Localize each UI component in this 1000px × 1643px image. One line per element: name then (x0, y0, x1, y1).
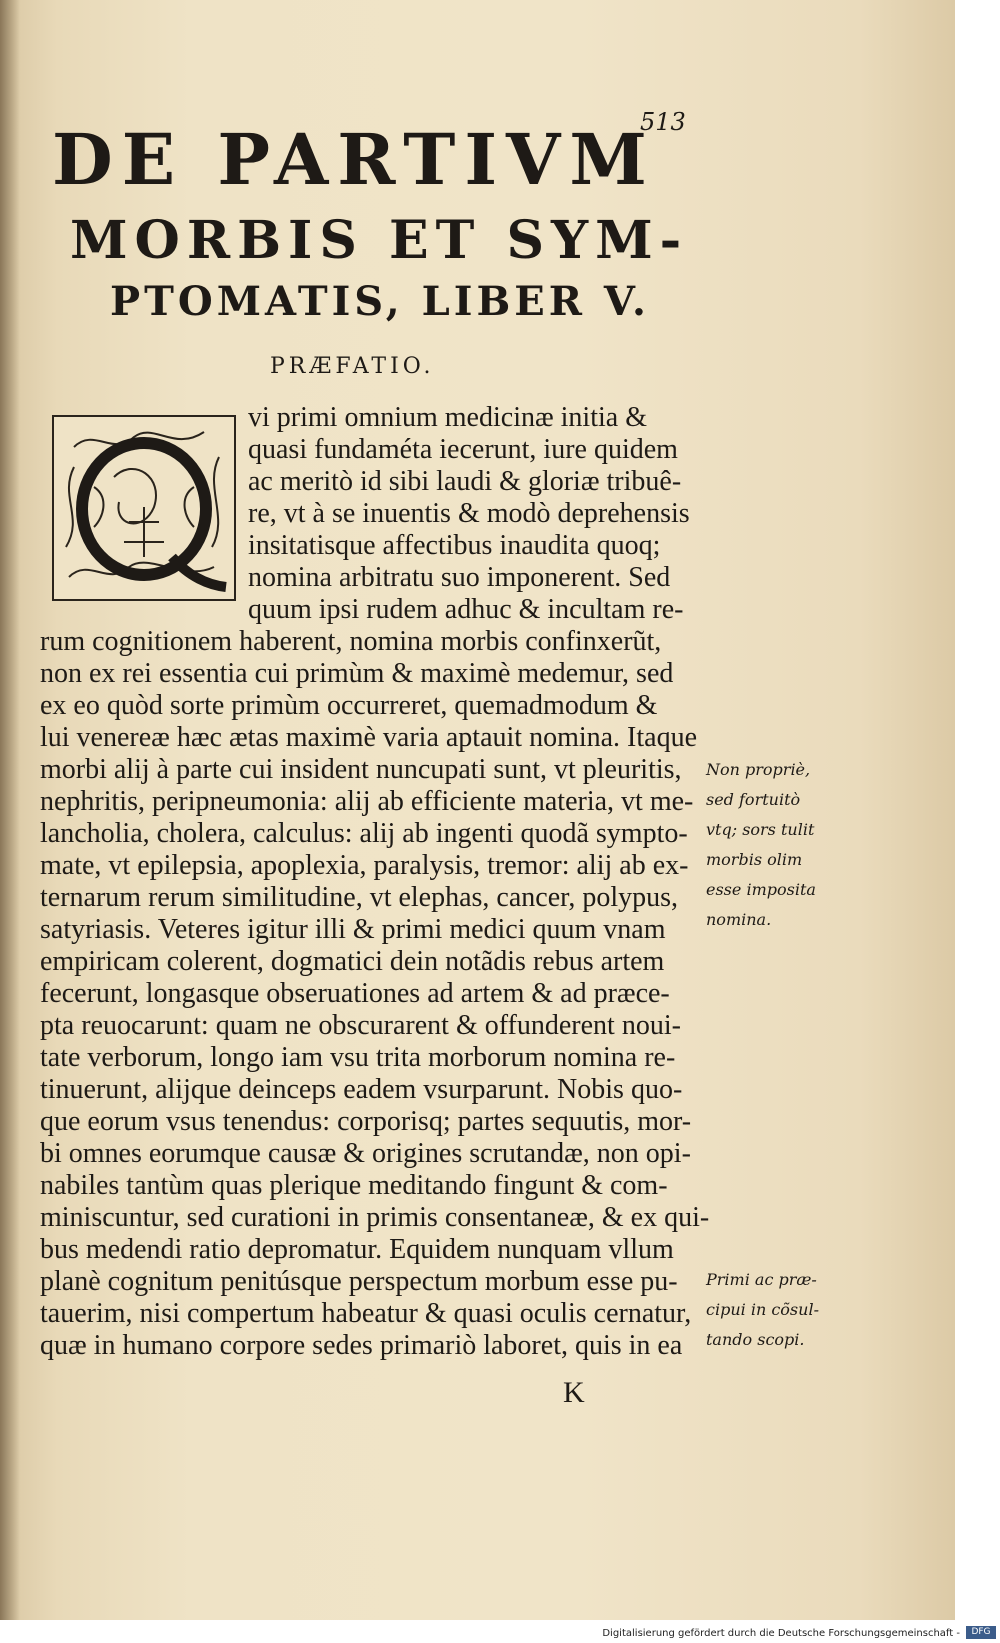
body-line-25: nabiles tantùm quas plerique meditando fingunt & com- (40, 1170, 668, 1201)
body-line-19: fecerunt, longasque obseruationes ad artem & ad præce- (40, 978, 670, 1009)
title-line-1: DE PARTIVM (52, 118, 656, 201)
body-line-11: lui venereæ hæc ætas maximè varia aptauit nomina. Itaque (40, 722, 698, 753)
body-line-10: ex eo quòd sorte primùm occurreret, quemadmodum & (40, 690, 658, 721)
decorated-initial-q-icon (52, 415, 236, 601)
marginal-note-2-line-1: Primi ac præ- (706, 1270, 817, 1289)
body-line-20: pta reuocarunt: quam ne obscurarent & offunderent noui- (40, 1010, 681, 1041)
marginal-note-1-line-5: esse imposita (706, 880, 816, 899)
body-line-18: empiricam colerent, dogmatici dein notãdis rebus artem (40, 946, 665, 977)
dfg-logo: DFG (966, 1626, 996, 1639)
marginal-note-1-line-6: nomina. (706, 910, 772, 929)
body-line-5: insitatisque affectibus inaudita quoq; (248, 530, 661, 561)
body-line-24: bi omnes eorumque causæ & origines scrutandæ, non opi- (40, 1138, 691, 1169)
body-line-6: nomina arbitratu suo imponerent. Sed (248, 562, 671, 593)
body-line-15: mate, vt epilepsia, apoplexia, paralysis, tremor: alij ab ex- (40, 850, 689, 881)
body-line-14: lancholia, cholera, calculus: alij ab ingenti quodã sympto- (40, 818, 688, 849)
body-line-29: tauerim, nisi compertum habeatur & quasi oculis cernatur, (40, 1298, 692, 1329)
page-gutter-shadow (0, 0, 20, 1620)
body-line-9: non ex rei essentia cui primùm & maximè medemur, sed (40, 658, 674, 689)
body-line-28: planè cognitum penitúsque perspectum morbum esse pu- (40, 1266, 678, 1297)
digitization-credit: Digitalisierung gefördert durch die Deutsche Forschungsgemeinschaft - (602, 1628, 960, 1639)
body-line-12: morbi alij à parte cui insident nuncupati sunt, vt pleuritis, (40, 754, 682, 785)
body-line-7: quum ipsi rudem adhuc & incultam re- (248, 594, 684, 625)
marginal-note-1-line-2: sed fortuitò (706, 790, 801, 809)
title-line-2: MORBIS ET SYM- (70, 210, 689, 271)
title-line-3: PTOMATIS, LIBER V. (110, 278, 650, 325)
body-line-30: quæ in humano corpore sedes primariò laboret, quis in ea (40, 1330, 683, 1361)
body-line-3: ac meritò id sibi laudi & gloriæ tribuê- (248, 466, 682, 497)
body-line-23: que eorum vsus tenendus: corporisq; partes sequutis, mor- (40, 1106, 692, 1137)
body-line-13: nephritis, peripneumonia: alij ab efficiente materia, vt me- (40, 786, 694, 817)
marginal-note-2-line-3: tando scopi. (706, 1330, 805, 1349)
body-line-21: tate verborum, longo iam vsu trita morborum nomina re- (40, 1042, 676, 1073)
body-line-17: satyriasis. Veteres igitur illi & primi medici quum vnam (40, 914, 666, 945)
marginal-note-2-line-2: cipui in cõsul- (706, 1300, 819, 1319)
body-line-26: miniscuntur, sed curationi in primis consentaneæ, & ex qui- (40, 1202, 710, 1233)
section-heading: PRÆFATIO. (270, 354, 435, 379)
marginal-note-1-line-1: Non propriè, (706, 760, 811, 779)
body-line-4: re, vt à se inuentis & modò deprehensis (248, 498, 690, 529)
signature-mark: K (563, 1376, 585, 1409)
marginal-note-1-line-3: vtq; sors tulit (706, 820, 815, 839)
page-number: 513 (640, 108, 686, 136)
body-line-2: quasi fundaméta iecerunt, iure quidem (248, 434, 678, 465)
body-line-16: ternarum rerum similitudine, vt elephas, cancer, polypus, (40, 882, 679, 913)
marginal-note-1-line-4: morbis olim (706, 850, 803, 869)
body-line-8: rum cognitionem haberent, nomina morbis confinxerũt, (40, 626, 662, 657)
body-line-27: bus medendi ratio depromatur. Equidem nunquam vllum (40, 1234, 674, 1265)
body-line-22: tinuerunt, alijque deinceps eadem vsurparunt. Nobis quo- (40, 1074, 683, 1105)
body-line-1: vi primi omnium medicinæ initia & (248, 402, 647, 433)
